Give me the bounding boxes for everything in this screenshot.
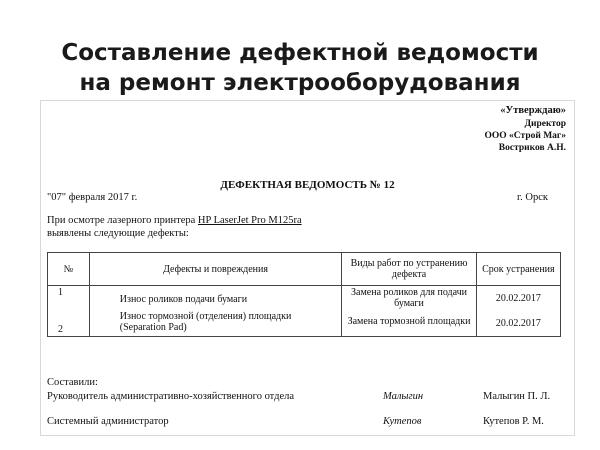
header-defects: Дефекты и повреждения: [89, 253, 342, 286]
row-2-num: 2: [48, 310, 90, 337]
slide-title-line-2: на ремонт электрооборудования: [79, 70, 521, 96]
document-title: ДЕФЕКТНАЯ ВЕДОМОСТЬ № 12: [220, 179, 395, 191]
row-2-work: Замена тормозной площадки: [342, 310, 477, 337]
row-2-deadline: 20.02.2017: [476, 310, 560, 337]
table-row: [48, 310, 561, 337]
inspection-intro-prefix: При осмотре лазерного принтера: [47, 215, 196, 226]
row-1-defect: Износ роликов подачи бумаги: [89, 286, 342, 311]
row-1-deadline: 20.02.2017: [476, 286, 560, 311]
approval-director: Востриков А.Н.: [498, 143, 566, 153]
document-city: г. Орск: [517, 192, 548, 203]
header-num: №: [48, 253, 90, 286]
slide-title-line-1: Составление дефектной ведомости: [61, 40, 539, 66]
defects-table: [47, 252, 561, 337]
signer-2-signature: Кутепов: [383, 416, 422, 427]
row-1-num: 1: [48, 286, 90, 311]
table-row: [48, 286, 561, 311]
document-scan: [40, 100, 575, 436]
signer-1-signature: Малыгин: [383, 391, 424, 402]
slide-title: [0, 38, 600, 98]
row-2-defect: Износ тормозной (отделения) площадки (Separation Pad): [89, 310, 342, 337]
inspection-intro-line2: выявлены следующие дефекты:: [47, 228, 189, 239]
approval-heading: «Утверждаю»: [500, 105, 566, 116]
table-header-row: [48, 253, 561, 286]
signer-2-position: Системный администратор: [47, 416, 169, 427]
compiled-label: Составили:: [47, 377, 98, 388]
approval-position: Директор: [524, 119, 566, 129]
document-date: "07" февраля 2017 г.: [47, 192, 138, 203]
device-model: HP LaserJet Pro M125rа: [197, 215, 302, 226]
inspection-intro: [47, 215, 302, 226]
signer-1-position: Руководитель административно-хозяйственного отдела: [47, 391, 295, 402]
row-1-work: Замена роликов для подачи бумаги: [342, 286, 477, 311]
header-works: Виды работ по устранению дефекта: [342, 253, 477, 286]
signer-2-name: Кутепов Р. М.: [483, 416, 544, 427]
header-deadline: Срок устранения: [476, 253, 560, 286]
approval-company: ООО «Строй Маг»: [484, 131, 566, 141]
signer-1-name: Малыгин П. Л.: [483, 391, 551, 402]
